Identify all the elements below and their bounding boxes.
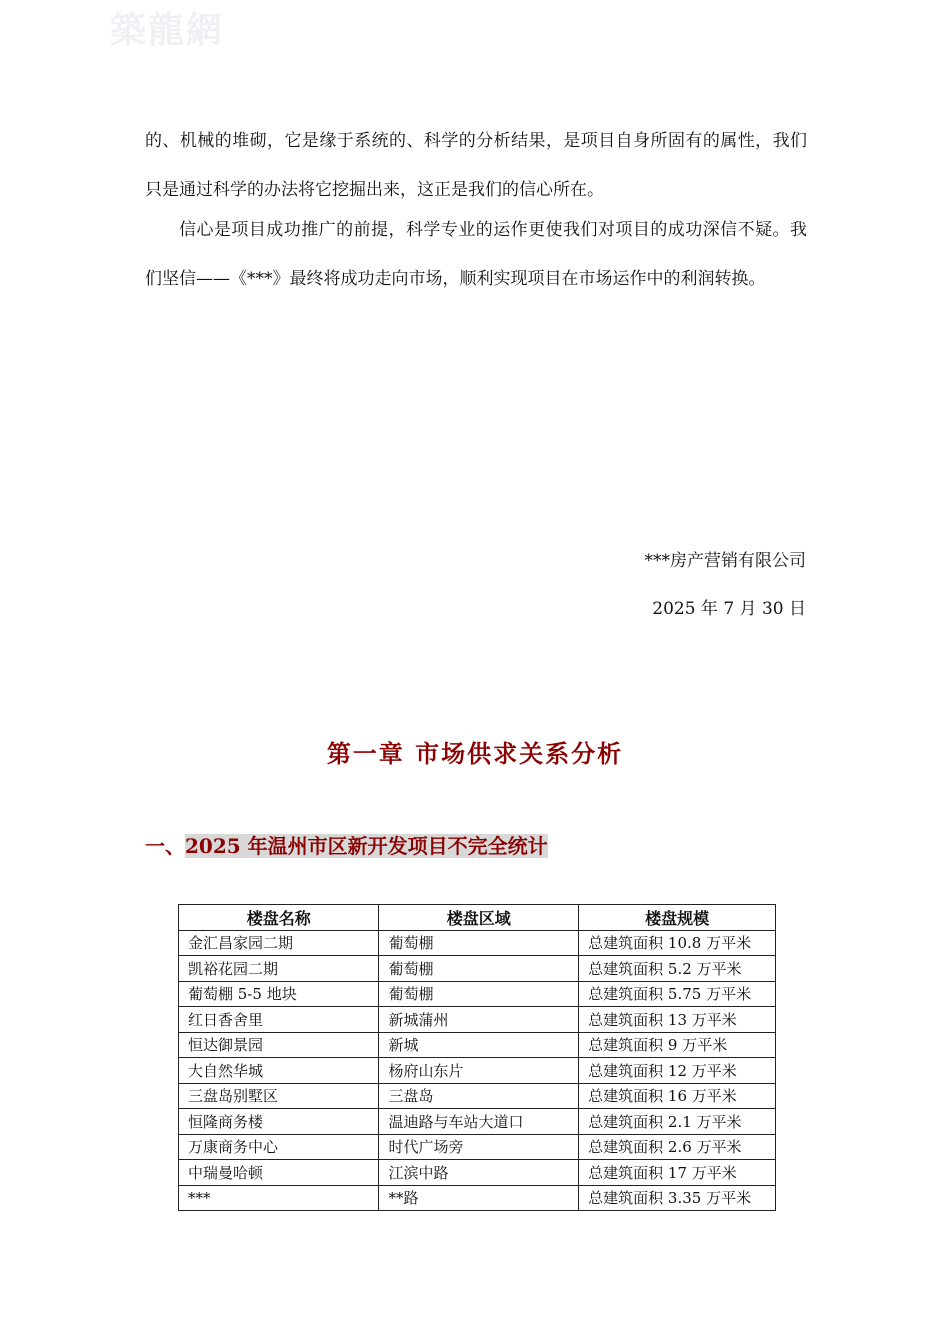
cell-name: 红日香舍里	[179, 1007, 379, 1033]
project-table	[178, 904, 776, 1211]
cell-name: 大自然华城	[179, 1058, 379, 1084]
cell-scale: 总建筑面积 13 万平米	[579, 1007, 776, 1033]
header-name: 楼盘名称	[179, 905, 379, 931]
cell-scale: 总建筑面积 3.35 万平米	[579, 1185, 776, 1211]
table-row	[179, 1058, 776, 1084]
chapter-title: 第一章 市场供求关系分析	[326, 740, 624, 768]
cell-name: 恒达御景园	[179, 1032, 379, 1058]
cell-scale: 总建筑面积 10.8 万平米	[579, 930, 776, 956]
cell-name: 恒隆商务楼	[179, 1109, 379, 1135]
cell-area: 温迪路与车站大道口	[379, 1109, 579, 1135]
table-row	[179, 1134, 776, 1160]
cell-area: 葡萄棚	[379, 930, 579, 956]
cell-area: 三盘岛	[379, 1083, 579, 1109]
cell-name: 中瑞曼哈顿	[179, 1160, 379, 1186]
table-row	[179, 956, 776, 982]
cell-area: 葡萄棚	[379, 956, 579, 982]
cell-scale: 总建筑面积 12 万平米	[579, 1058, 776, 1084]
section-title-prefix: 一、	[145, 834, 185, 858]
cell-name: ***	[179, 1185, 379, 1211]
table-header-row	[179, 905, 776, 931]
cell-scale: 总建筑面积 2.1 万平米	[579, 1109, 776, 1135]
cell-area: 杨府山东片	[379, 1058, 579, 1084]
cell-scale: 总建筑面积 9 万平米	[579, 1032, 776, 1058]
cell-scale: 总建筑面积 17 万平米	[579, 1160, 776, 1186]
header-scale: 楼盘规模	[579, 905, 776, 931]
section-title	[145, 830, 548, 859]
cell-area: 江滨中路	[379, 1160, 579, 1186]
table-row	[179, 1109, 776, 1135]
cell-scale: 总建筑面积 16 万平米	[579, 1083, 776, 1109]
cell-area: **路	[379, 1185, 579, 1211]
table-row	[179, 1032, 776, 1058]
section-title-text: 2025 年温州市区新开发项目不完全统计	[185, 834, 548, 858]
watermark-logo: 築龍網	[110, 9, 225, 51]
table-row	[179, 1007, 776, 1033]
table-row	[179, 981, 776, 1007]
cell-scale: 总建筑面积 5.2 万平米	[579, 956, 776, 982]
cell-area: 葡萄棚	[379, 981, 579, 1007]
signature-company: ***房产营销有限公司	[644, 551, 806, 571]
cell-name: 三盘岛别墅区	[179, 1083, 379, 1109]
cell-scale: 总建筑面积 5.75 万平米	[579, 981, 776, 1007]
table-row	[179, 1185, 776, 1211]
table-row	[179, 1160, 776, 1186]
cell-area: 新城蒲州	[379, 1007, 579, 1033]
signature-date: 2025 年 7 月 30 日	[652, 599, 806, 619]
body-paragraph-2: 信心是项目成功推广的前提，科学专业的运作更使我们对项目的成功深信不疑。我们坚信——《***》最终将成功走向市场，顺利实现项目在市场运作中的利润转换。	[145, 220, 807, 289]
cell-scale: 总建筑面积 2.6 万平米	[579, 1134, 776, 1160]
body-paragraph-1: 的、机械的堆砌，它是缘于系统的、科学的分析结果，是项目自身所固有的属性，我们只是通过科学的办法将它挖掘出来，这正是我们的信心所在。	[145, 131, 807, 200]
cell-area: 时代广场旁	[379, 1134, 579, 1160]
cell-area: 新城	[379, 1032, 579, 1058]
cell-name: 金汇昌家园二期	[179, 930, 379, 956]
header-area: 楼盘区域	[379, 905, 579, 931]
cell-name: 凯裕花园二期	[179, 956, 379, 982]
cell-name: 万康商务中心	[179, 1134, 379, 1160]
table-row	[179, 1083, 776, 1109]
table-row	[179, 930, 776, 956]
cell-name: 葡萄棚 5-5 地块	[179, 981, 379, 1007]
